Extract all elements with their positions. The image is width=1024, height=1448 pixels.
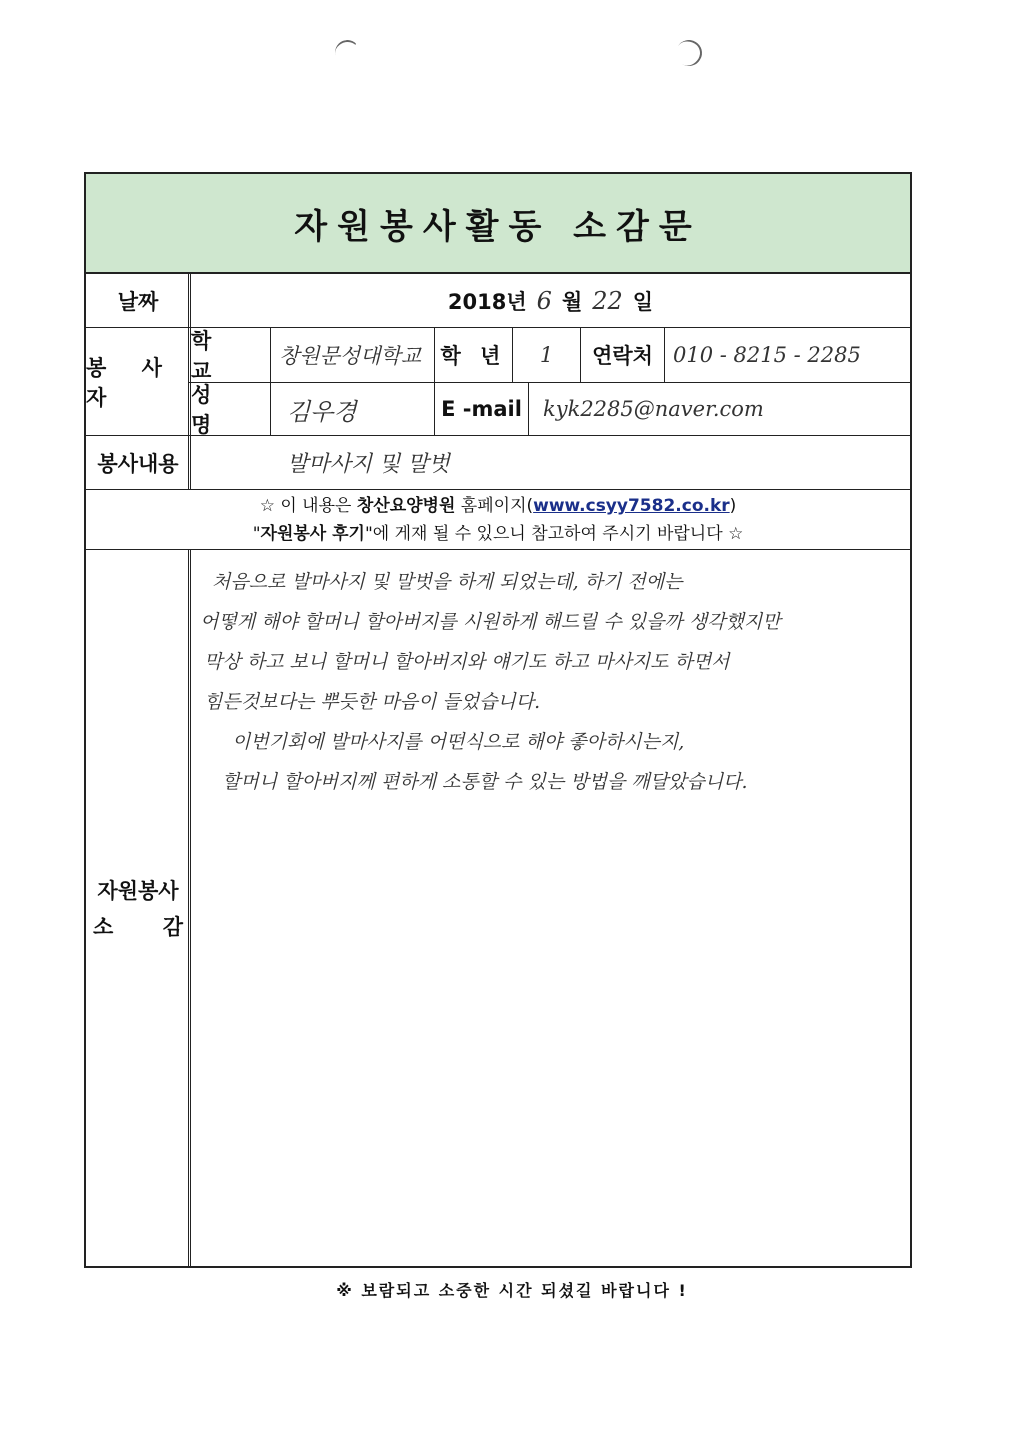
contact-label: 연락처 xyxy=(580,328,664,382)
impression-line: 막상 하고 보니 할머니 할아버지와 얘기도 하고 마사지도 하면서 xyxy=(204,651,730,673)
volunteer-label: 봉 사 자 xyxy=(86,355,176,410)
quote-open: " xyxy=(252,524,261,544)
notice-rest: 에 게재 될 수 있으니 참고하여 주시기 바랍니다 xyxy=(372,524,723,544)
volunteer-row-2 xyxy=(188,382,910,436)
impression-line: 이번기회에 발마사지를 어떤식으로 해야 좋아하시는지, xyxy=(232,731,685,753)
content-label: 봉사내용 xyxy=(97,451,179,476)
star-icon: ☆ xyxy=(259,496,275,516)
punch-hole-left xyxy=(333,38,362,68)
quote-close: " xyxy=(364,524,373,544)
school-value: 창원문성대학교 xyxy=(270,328,434,382)
notice-close: ) xyxy=(729,496,737,516)
name-value: 김우경 xyxy=(270,382,434,436)
date-day: 22 xyxy=(592,286,623,315)
impression-text xyxy=(192,562,902,802)
title-row xyxy=(86,174,910,274)
email-label: E -mail xyxy=(434,382,528,436)
form-title: 자원봉사활동 소감문 xyxy=(294,206,702,247)
impression-label xyxy=(86,550,190,1266)
school-label: 학 교 xyxy=(188,328,270,382)
notice-pre: 이 내용은 xyxy=(280,496,352,516)
homepage-link[interactable]: www.csyy7582.co.kr xyxy=(533,496,730,516)
impression-label-so: 소 xyxy=(93,915,114,939)
review-title: 자원봉사 후기 xyxy=(260,524,365,544)
date-day-unit: 일 xyxy=(632,289,654,314)
volunteer-section xyxy=(86,328,910,436)
name-label: 성 명 xyxy=(188,382,270,436)
notice-homepage: 홈페이지( xyxy=(460,496,534,516)
contact-value: 010 - 8215 - 2285 xyxy=(664,328,910,382)
date-label: 날짜 xyxy=(117,289,159,314)
impression-line: 처음으로 발마사지 및 말벗을 하게 되었는데, 하기 전에는 xyxy=(212,571,683,593)
punch-hole-right xyxy=(671,35,707,71)
notice-line-1 xyxy=(86,492,910,520)
grade-value: 1 xyxy=(512,328,580,382)
volunteer-form xyxy=(84,172,912,1268)
date-month: 6 xyxy=(536,286,552,315)
notice-line-2 xyxy=(86,520,910,548)
hospital-name: 창산요양병원 xyxy=(356,496,456,516)
email-value: kyk2285@naver.com xyxy=(528,382,910,436)
volunteer-row-1 xyxy=(188,328,910,383)
star-icon: ☆ xyxy=(728,524,744,544)
content-value: 발마사지 및 말벗 xyxy=(188,436,910,489)
impression-line: 할머니 할아버지께 편하게 소통할 수 있는 방법을 깨달았습니다. xyxy=(222,771,748,793)
date-year: 2018년 xyxy=(447,289,527,314)
impression-line: 어떻게 해야 할머니 할아버지를 시원하게 해드릴 수 있을까 생각했지만 xyxy=(200,611,781,633)
impression-label-line-1: 자원봉사 xyxy=(97,879,179,903)
date-month-unit: 월 xyxy=(561,289,583,314)
impression-section xyxy=(86,550,910,1266)
impression-label-gam: 감 xyxy=(162,915,183,939)
content-row xyxy=(86,436,910,490)
date-row xyxy=(86,274,910,328)
impression-label-line-2 xyxy=(93,911,183,941)
grade-label: 학 년 xyxy=(434,328,512,382)
date-value xyxy=(188,274,910,327)
notice-row xyxy=(86,490,910,550)
footer-message: ※ 보람되고 소중한 시간 되셨길 바랍니다 ! xyxy=(336,1281,688,1300)
impression-line: 힘든것보다는 뿌듯한 마음이 들었습니다. xyxy=(204,691,541,713)
